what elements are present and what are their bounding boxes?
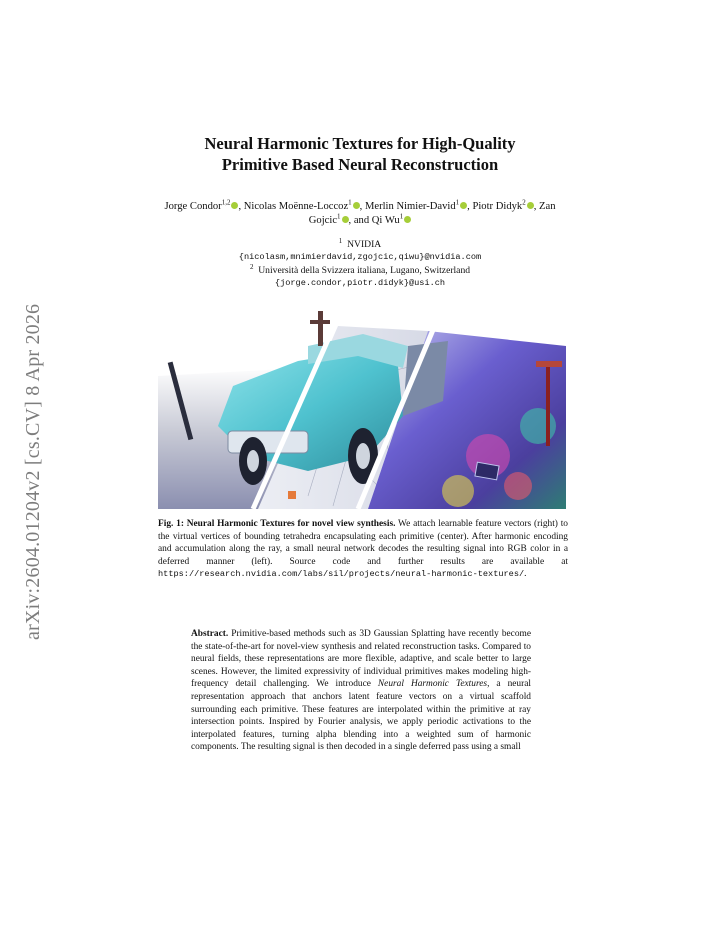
affiliation-1: $^1$ NVIDIA [338, 236, 382, 250]
figure-caption: Fig. 1: Neural Harmonic Textures for novel view synthesis. We attach learnable feature vectors (right) to the virtual vertices of bounding tetrahedra encapsulating each primitive (center). After harmonic encoding and accumulation along the ray, a small neural network decodes the resulting signal into RGB color in a deferred manner (left). Source code and further results are available at https://research.nvidia.com/labs/sil/projects/neural-harmonic-textures/. [158, 519, 568, 580]
affiliation-2-email[interactable]: {jorge.condor,piotr.didyk}@usi.ch [274, 278, 446, 288]
abstract-label: Abstract. [191, 629, 229, 639]
truck-reconstruction-image [158, 306, 566, 509]
abstract-method-name: Neural Harmonic Textures [377, 679, 488, 690]
author-name: Zan Gojcic [308, 201, 556, 226]
caption-label: Fig. 1: Neural Harmonic Textures for novel view synthesis. [158, 519, 396, 529]
abstract [191, 628, 531, 754]
author-affil-sup: 2 [522, 198, 526, 207]
title-line-1: Neural Harmonic Textures for High-Quality [204, 134, 516, 153]
title-line-2: Primitive Based Neural Reconstruction [221, 155, 499, 174]
orcid-icon[interactable] [353, 202, 360, 209]
author-affil-sup: 1,2 [221, 198, 231, 207]
caption-text: We attach learnable feature vectors (right) to the virtual vertices of bounding tetrahedra encapsulating each primitive (center). After harmonic encoding and accumulation along the ray, a small neural network decodes the resulting signal into RGB color in a deferred manner (left). Source code and further results are available at [158, 519, 568, 567]
author-affil-sup: 1 [337, 212, 341, 221]
orcid-icon[interactable] [231, 202, 238, 209]
abstract-text-1: Primitive-based methods such as 3D Gaussian Splatting have recently become the state-of-the-art for novel-view synthesis and related reconstruction tasks. Compared to neural fields, these representations are more flexible, adaptive, and scale better to large scenes. However, the limited expressivity of individual primitives makes modeling high-frequency detail challenging. We introduce [191, 629, 531, 690]
author-affil-sup: 1 [455, 198, 460, 207]
author-name: Jorge Condor [164, 201, 222, 212]
author-name: Merlin Nimier-David [364, 201, 456, 212]
orcid-icon[interactable] [342, 216, 349, 223]
orcid-icon[interactable] [404, 216, 411, 223]
author-name: Piotr Didyk [472, 201, 523, 212]
abstract-text-2: , a neural representation approach that anchors latent feature vectors on a virtual scaffold surrounding each primitive. These features are interpolated within the primitive at ray intersection points. Inspired by Fourier analysis, we apply periodic activations to the interpolated features, turning alpha blending into a weighted sum of harmonic components. The resulting signal is then decoded in a single deferred pass using a small [191, 679, 532, 753]
orcid-icon[interactable] [527, 202, 534, 209]
author-name: Nicolas Moënne-Loccoz [243, 201, 349, 212]
project-url-link[interactable]: https://research.nvidia.com/labs/sil/projects/neural-harmonic-textures/ [158, 569, 525, 580]
teaser-figure [158, 306, 566, 509]
author-name: Qi Wu [371, 215, 400, 226]
author-affil-sup: 1 [348, 198, 352, 207]
author-affil-sup: 1 [399, 212, 404, 221]
author-list: Jorge Condor$^{1,2}$ , Nicolas Moënne-Loccoz$^1$ , Merlin Nimier-David$^1$ , Piotr Didyk$^2$ , Zan Gojcic$^1$ , and Qi Wu$^1$ [164, 198, 556, 226]
affiliation-2: $^2$ Università della Svizzera italiana, Lugano, Switzerland [249, 262, 471, 276]
paper-title [120, 133, 600, 175]
affiliation-1-email[interactable]: {nicolasm,mnimierdavid,zgojcic,qiwu}@nvidia.com [238, 252, 482, 262]
arxiv-identifier-stamp: arXiv:2604.01204v2 [cs.CV] 8 Apr 2026 [22, 303, 44, 640]
affiliations [156, 238, 564, 290]
orcid-icon[interactable] [460, 202, 467, 209]
